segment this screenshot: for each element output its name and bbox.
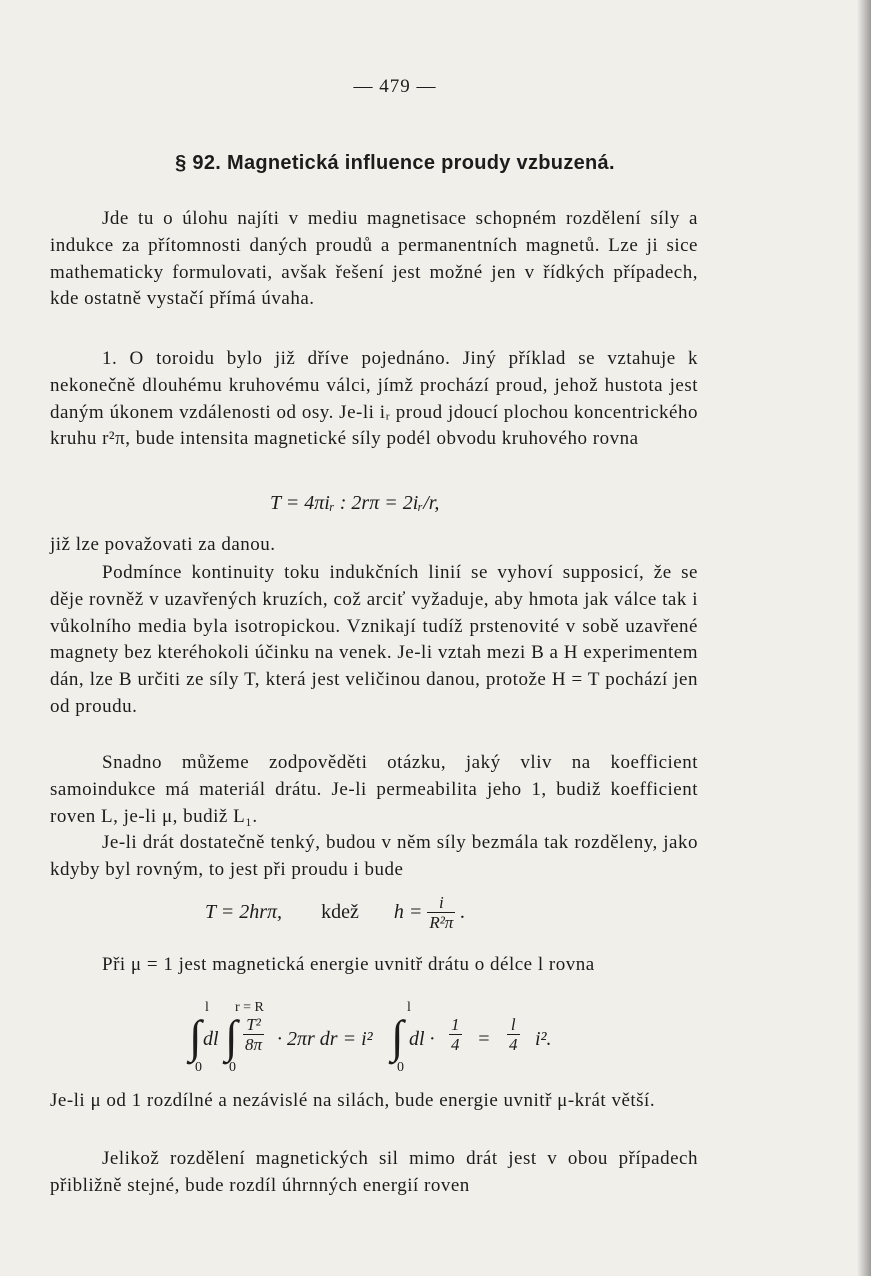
paragraph-intro: Jde tu o úlohu najíti v mediu magnetisace schopném rozdělení síly a indukce za přítomnosti daných proudů a permanentních magnetů. Lze ji sice mathematicky formulovati, avšak řešení jest možné jen v řídkých případech, kde ostatně vystačí přímá úvaha. <box>50 208 698 310</box>
length-fraction <box>507 1016 520 1055</box>
equation-field-h: h = <box>393 901 423 924</box>
paragraph-energy: Při μ = 1 jest magnetická energie uvnitř drátu o délce l rovna <box>102 954 595 975</box>
integral-sign-icon: ∫ <box>391 1011 404 1062</box>
quarter-fraction <box>449 1016 462 1055</box>
page-number: — 479 — <box>353 76 437 97</box>
integral-sign-icon: ∫ <box>189 1011 202 1062</box>
equation-field-end: . <box>460 901 466 924</box>
integral-2-upper: r = R <box>235 1000 264 1015</box>
integral-1-lower: 0 <box>195 1060 202 1075</box>
fraction-denominator: 4 <box>509 1035 518 1054</box>
integral-1-dl: dl <box>203 1028 219 1050</box>
paragraph-toroid: 1. O toroidu bylo již dříve pojednáno. Jiný příklad se vztahuje k nekonečně dlouhému kruhovému válci, jímž prochází proud, jehož hustota jest daným úkonem vzdálenosti od osy. Je-li iᵣ proud jdoucí plochou koncentrického kruhu r²π, bude intensita magnetické síly podél obvodu kruhového rovna <box>50 348 698 450</box>
paragraph-given: již lze považovati za danou. <box>50 534 276 555</box>
equation-field-fraction <box>427 894 455 933</box>
section-heading: § 92. Magnetická influence proudy vzbuzená. <box>175 152 615 174</box>
equation-energy <box>185 1000 575 1080</box>
integral-3-upper: l <box>407 1000 411 1015</box>
equals-sign: = <box>477 1028 491 1050</box>
energy-middle: · 2πr dr = i² <box>277 1028 373 1050</box>
fraction-denominator: 4 <box>451 1035 460 1054</box>
equation-intensity: T = 4πiᵣ : 2rπ = 2iᵣ/r, <box>270 492 440 514</box>
paragraph-continuity: Podmínce kontinuity toku indukčních linií se vyhoví supposicí, že se děje rovněž v uzavřených kruzích, což arciť vyžaduje, aby hmota jak válce tak i vůkolního media byla isotropickou. Vznikají tudíž prstenovité v sobě uzavřené magnety bez kteréhokoli účinku na venek. Je-li vztah mezi B a H experimentem dán, lze B určiti ze síly T, která jest veličinou danou, protože H = T pochází jen od proudu. <box>50 562 698 717</box>
integral-3-dl: dl · <box>409 1028 435 1050</box>
integral-2-lower: 0 <box>229 1060 236 1075</box>
page-edge-shadow <box>857 0 871 1276</box>
paragraph-outside: Jelikož rozdělení magnetických sil mimo drát jest v obou případech přibližně stejné, bude rozdíl úhrnných energií roven <box>50 1148 698 1196</box>
paragraph-permeability: Je-li μ od 1 rozdílné a nezávislé na silách, bude energie uvnitř μ-krát větší. <box>50 1090 656 1111</box>
fraction-denominator: 8π <box>245 1035 263 1054</box>
paragraph-thin-wire: Je-li drát dostatečně tenký, budou v něm síly bezmála tak rozděleny, jako kdyby byl rovným, to jest při proudu i bude <box>50 832 698 880</box>
fraction-numerator: l <box>510 1015 516 1034</box>
equation-field-word: kdež <box>321 901 359 924</box>
equation-field <box>205 894 465 933</box>
fraction-numerator: 1 <box>451 1015 460 1034</box>
integral-sign-icon: ∫ <box>225 1011 238 1062</box>
fraction-numerator: T² <box>246 1015 261 1034</box>
paragraph-selfinduction: Snadno můžeme zodpověděti otázku, jaký vliv na koefficient samoindukce má materiál drátu. Je-li permeabilita jeho 1, budiž koefficient roven L, je-li μ, budiž L₁. <box>50 752 698 827</box>
energy-fraction <box>243 1016 264 1055</box>
energy-result: i². <box>535 1028 552 1050</box>
equation-field-left: T = 2hrπ, <box>205 901 283 924</box>
fraction-denominator: R²π <box>429 913 454 932</box>
integral-1-upper: l <box>205 1000 209 1015</box>
integral-3-lower: 0 <box>397 1060 404 1075</box>
fraction-numerator: i <box>438 893 444 912</box>
